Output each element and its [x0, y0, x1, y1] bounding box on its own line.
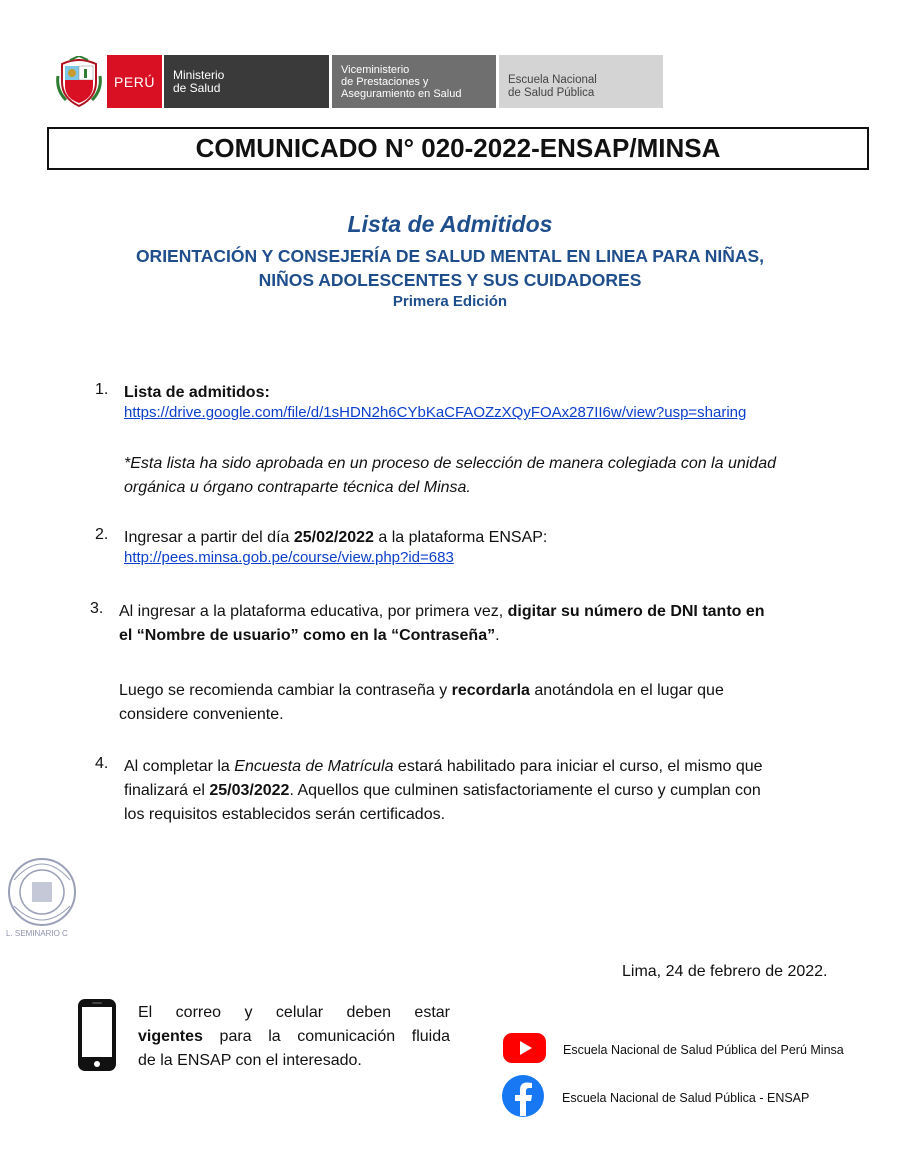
peru-label: PERÚ — [114, 73, 155, 90]
vice-line2: de Prestaciones y — [341, 75, 429, 88]
contact-line3: de la ENSAP con el interesado. — [138, 1052, 362, 1069]
escuela-logo — [499, 55, 663, 108]
item3-text — [119, 600, 879, 648]
item4-line1-after: estará habilitado para iniciar el curso, el mismo que — [393, 758, 763, 775]
heading-line1: ORIENTACIÓN Y CONSEJERÍA DE SALUD MENTAL EN LINEA PARA NIÑAS, — [135, 246, 765, 266]
approval-note — [124, 452, 884, 500]
item3-p2-line2: considere conveniente. — [119, 706, 284, 723]
coat-of-arms-icon — [56, 56, 102, 108]
contact-line1: El correo y celular deben estar — [138, 1004, 450, 1021]
facebook-label[interactable]: Escuela Nacional de Salud Pública - ENSAP — [562, 1090, 810, 1105]
youtube-row[interactable] — [502, 1031, 844, 1068]
edition-label: Primera Edición — [392, 293, 508, 310]
ministerio-logo — [164, 55, 329, 108]
viceministerio-logo — [332, 55, 496, 108]
item3-line1-before: Al ingresar a la plataforma educativa, por primera vez, — [119, 603, 508, 620]
admitted-list-link[interactable]: https://drive.google.com/file/d/1sHDN2h6CYbKaCFAOZzXQyFOAx287II6w/view?usp=sharing — [124, 404, 747, 421]
contact-note — [138, 1001, 450, 1073]
item3-line1-bold: digitar su número de DNI tanto en — [507, 603, 765, 620]
seal-stamp-icon — [4, 850, 82, 940]
item3-line2-after: . — [495, 627, 500, 644]
item2-text — [124, 526, 547, 550]
item-number-2: 2. — [95, 526, 109, 543]
item2-date: 25/02/2022 — [293, 529, 374, 546]
vice-line3: Aseguramiento en Salud — [341, 87, 462, 100]
item-number-1: 1. — [95, 381, 109, 398]
item3-line2-bold: el “Nombre de usuario” como en la “Contraseña” — [119, 627, 496, 644]
item4-line2-before: finalizará el — [124, 782, 210, 799]
facebook-row[interactable] — [502, 1074, 809, 1121]
item4-text — [124, 755, 884, 827]
item4-line1-italic: Encuesta de Matrícula — [234, 758, 394, 775]
document-title: COMUNICADO N° 020-2022-ENSAP/MINSA — [47, 127, 869, 170]
contact-line2-after: para la comunicación fluida — [202, 1028, 450, 1045]
item-number-3: 3. — [90, 600, 104, 617]
item2-text-before: Ingresar a partir del día — [124, 529, 294, 546]
stamp-text: L. SEMINARIO C — [6, 929, 68, 938]
date-place: Lima, 24 de febrero de 2022. — [622, 963, 828, 980]
escuela-line1: Escuela Nacional — [508, 73, 597, 86]
approval-note-line1: *Esta lista ha sido aprobada en un proceso de selección de manera colegiada con la unidad — [124, 455, 776, 472]
subtitle: Lista de Admitidos — [347, 211, 553, 237]
youtube-label[interactable]: Escuela Nacional de Salud Pública del Perú Minsa — [563, 1042, 844, 1057]
item1-label: Lista de admitidos: — [124, 384, 270, 401]
contact-bold: vigentes — [138, 1028, 203, 1045]
platform-link[interactable]: http://pees.minsa.gob.pe/course/view.php?id=683 — [124, 549, 454, 566]
youtube-icon[interactable] — [502, 1031, 547, 1068]
item2-text-after: a la plataforma ENSAP: — [373, 529, 548, 546]
item4-line3: los requisitos establecidos serán certificados. — [124, 806, 446, 823]
item3-paragraph2 — [119, 679, 879, 727]
facebook-icon[interactable] — [502, 1074, 546, 1121]
escuela-line2: de Salud Pública — [508, 86, 595, 99]
item-number-4: 4. — [95, 755, 109, 772]
peru-logo — [107, 55, 162, 108]
course-heading — [0, 244, 900, 292]
approval-note-line2: orgánica u órgano contraparte técnica del Minsa. — [124, 479, 471, 496]
item3-p2-after: anotándola en el lugar que — [529, 682, 724, 699]
item3-p2-before: Luego se recomienda cambiar la contraseña y — [119, 682, 452, 699]
item4-line2-bold: 25/03/2022 — [209, 782, 290, 799]
item3-p2-bold: recordarla — [451, 682, 530, 699]
item4-line1-before: Al completar la — [124, 758, 235, 775]
heading-line2: NIÑOS ADOLESCENTES Y SUS CUIDADORES — [258, 270, 642, 290]
vice-line1: Viceministerio — [341, 63, 410, 76]
ministerio-line2: de Salud — [173, 80, 221, 95]
ministerio-line1: Ministerio — [173, 67, 225, 82]
phone-icon — [76, 997, 118, 1073]
item4-line2-after: . Aquellos que culminen satisfactoriamente el curso y cumplan con — [289, 782, 761, 799]
